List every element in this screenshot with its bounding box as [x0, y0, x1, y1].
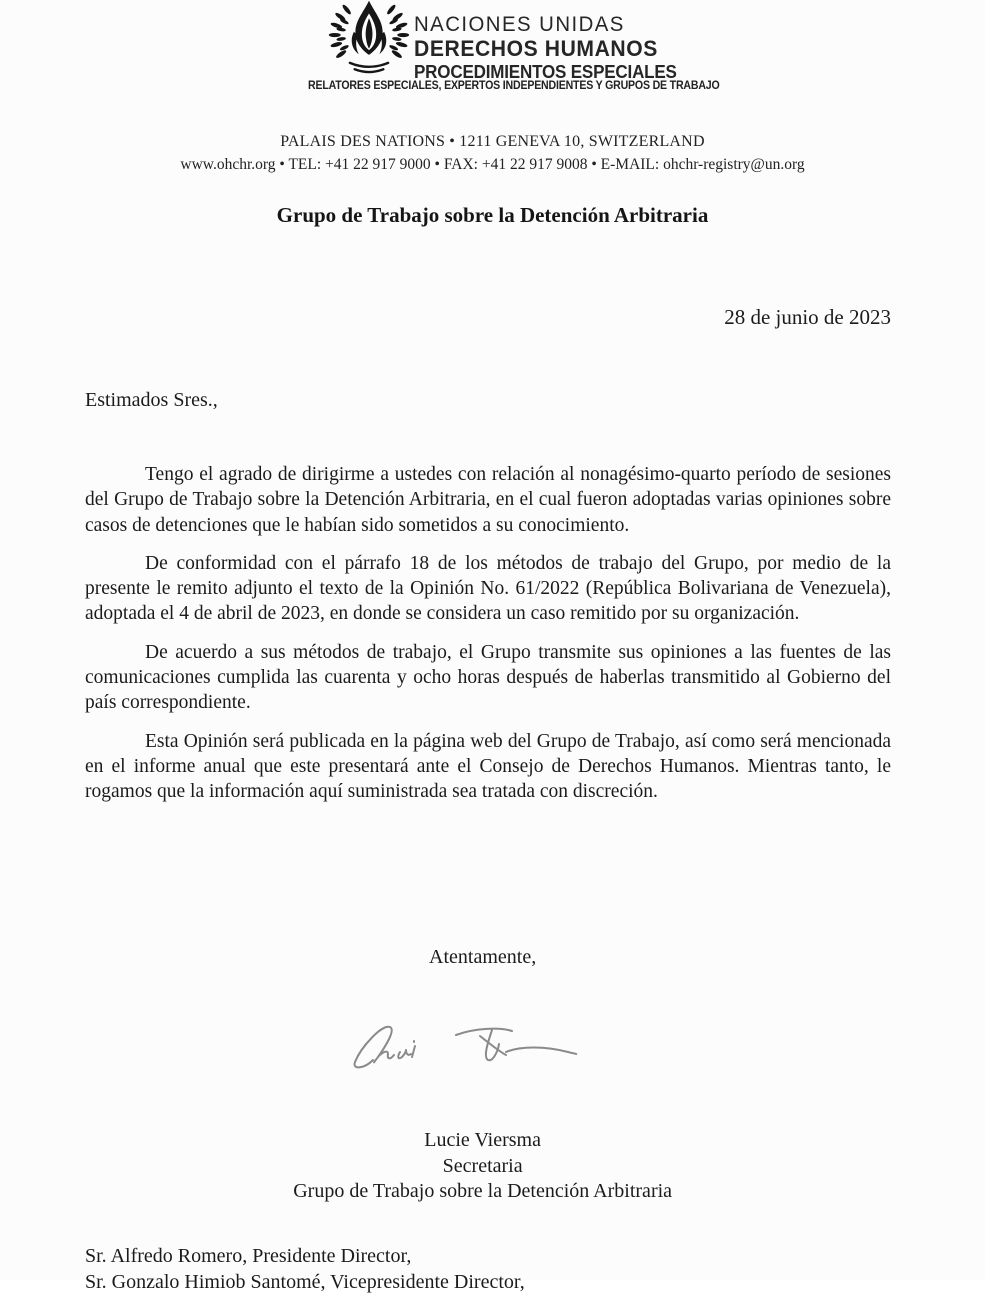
handwritten-signature	[340, 1002, 605, 1080]
address-line-contacts: www.ohchr.org • TEL: +41 22 917 9000 • FAX: +41 22 917 9008 • E-MAIL: ohchr-registry@un.org	[0, 156, 985, 174]
logo-tagline: RELATORES ESPECIALES, EXPERTOS INDEPENDIENTES Y GRUPOS DE TRABAJO	[308, 80, 720, 92]
recipients	[85, 1244, 525, 1295]
recipient-line-1: Sr. Alfredo Romero, Presidente Director,	[85, 1244, 525, 1270]
signer-title: Secretaria	[293, 1154, 672, 1180]
recipient-line-2: Sr. Gonzalo Himiob Santomé, Vicepresidente Director,	[85, 1270, 525, 1295]
logo-line-procedimientos-especiales: PROCEDIMIENTOS ESPECIALES	[414, 63, 677, 82]
un-emblem-icon	[328, 0, 410, 78]
salutation: Estimados Sres.,	[85, 389, 218, 412]
signature-block	[293, 1128, 672, 1205]
letter-date: 28 de junio de 2023	[85, 305, 891, 330]
paragraph-4: Esta Opinión será publicada en la página web del Grupo de Trabajo, así como será mencionada en el informe anual que este presentará ante el Consejo de Derechos Humanos. Mientras tanto, le rogamos que la información aquí suministrada sea tratada con discreción.	[85, 729, 891, 805]
letterhead	[308, 0, 688, 98]
logo-line-naciones-unidas: NACIONES UNIDAS	[414, 14, 691, 35]
paragraph-1: Tengo el agrado de dirigirme a ustedes con relación al nonagésimo-quarto período de sesiones del Grupo de Trabajo sobre la Detención Arbitraria, en el cual fueron adoptadas varias opiniones sobre casos de detenciones que le habían sido sometidos a su conocimiento.	[85, 462, 891, 538]
working-group-title: Grupo de Trabajo sobre la Detención Arbitraria	[0, 203, 985, 228]
signer-organization: Grupo de Trabajo sobre la Detención Arbitraria	[293, 1179, 672, 1205]
logo-text	[414, 14, 700, 82]
letter-body	[85, 462, 891, 818]
letterhead-address	[0, 133, 985, 174]
paragraph-3: De acuerdo a sus métodos de trabajo, el Grupo transmite sus opiniones a las fuentes de las comunicaciones cumplida las cuarenta y ocho horas después de haberlas transmitido al Gobierno del país correspondiente.	[85, 640, 891, 716]
signer-name: Lucie Viersma	[293, 1128, 672, 1154]
address-line-palais: PALAIS DES NATIONS • 1211 GENEVA 10, SWITZERLAND	[0, 133, 985, 151]
logo-line-derechos-humanos: DERECHOS HUMANOS	[414, 38, 688, 60]
closing-atentamente: Atentamente,	[429, 946, 536, 969]
paragraph-2: De conformidad con el párrafo 18 de los métodos de trabajo del Grupo, por medio de la presente le remito adjunto el texto de la Opinión No. 61/2022 (República Bolivariana de Venezuela), adoptada el 4 de abril de 2023, en donde se considera un caso remitido por su organización.	[85, 551, 891, 627]
